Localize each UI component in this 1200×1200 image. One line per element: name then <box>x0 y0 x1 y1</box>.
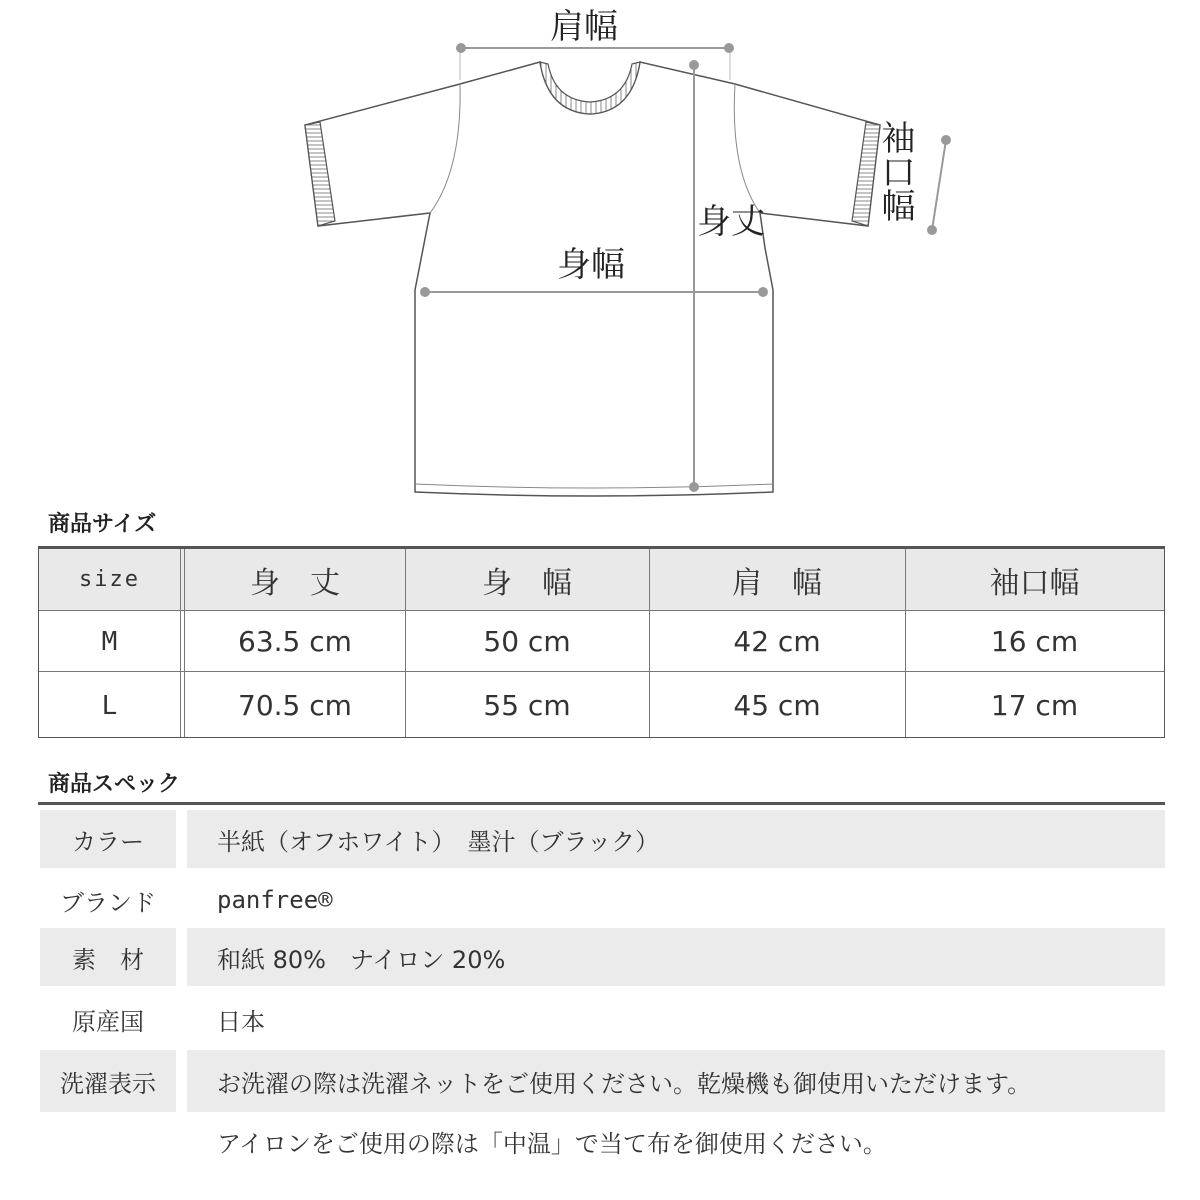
column-divider <box>649 549 650 737</box>
header-sleeve: 袖口幅 <box>989 565 1080 601</box>
column-divider <box>405 549 406 737</box>
column-divider <box>180 549 181 737</box>
spec-divider <box>38 802 1165 805</box>
spec-row-origin <box>40 990 1165 1048</box>
sleeve-cell: 16 cm <box>990 625 1079 658</box>
size-cell: M <box>101 626 118 657</box>
shoulder-cell: 42 cm <box>733 625 821 658</box>
length-cell: 70.5 cm <box>238 689 352 722</box>
header-shoulder: 肩 幅 <box>732 565 822 601</box>
spec-row-care <box>40 1050 1165 1112</box>
spec-value: 半紙（オフホワイト） 墨汁（ブラック） <box>187 810 1165 868</box>
length-label: 身丈 <box>697 202 765 242</box>
length-cell: 63.5 cm <box>238 625 352 658</box>
width-label: 身幅 <box>557 245 625 285</box>
spec-value: 和紙 80% ナイロン 20% <box>187 928 1165 986</box>
header-width: 身 幅 <box>482 565 572 601</box>
size-cell: L <box>101 690 118 721</box>
header-size: size <box>79 567 140 592</box>
sleeve-label: 袖口幅 <box>875 120 915 222</box>
spec-label: カラー <box>40 810 176 868</box>
column-divider <box>184 549 185 737</box>
header-length: 身 丈 <box>250 565 340 601</box>
size-table-header <box>39 549 1164 610</box>
spec-section-title: 商品スペック <box>48 772 181 797</box>
spec-care-extra: アイロンをご使用の際は「中温」で当て布を御使用ください。 <box>217 1130 887 1158</box>
spec-label: ブランド <box>60 888 156 917</box>
spec-value: panfree® <box>217 886 333 914</box>
spec-label: 洗濯表示 <box>40 1050 176 1112</box>
width-cell: 50 cm <box>483 625 571 658</box>
spec-label: 原産国 <box>72 1007 144 1036</box>
tshirt-diagram <box>0 0 1200 510</box>
spec-value: 日本 <box>217 1007 265 1036</box>
column-divider <box>905 549 906 737</box>
table-row <box>39 610 1164 672</box>
width-cell: 55 cm <box>483 689 571 722</box>
table-row <box>39 671 1164 739</box>
spec-row-color <box>40 810 1165 868</box>
shoulder-label: 肩幅 <box>550 7 618 47</box>
sleeve-cell: 17 cm <box>990 689 1079 722</box>
size-section-title: 商品サイズ <box>48 512 157 537</box>
spec-value: お洗濯の際は洗濯ネットをご使用ください。乾燥機も御使用いただけます。 <box>187 1050 1165 1112</box>
spec-row-brand <box>40 871 1165 929</box>
spec-row-material <box>40 928 1165 986</box>
shoulder-cell: 45 cm <box>733 689 821 722</box>
spec-label: 素 材 <box>40 928 176 986</box>
size-table <box>38 546 1165 738</box>
